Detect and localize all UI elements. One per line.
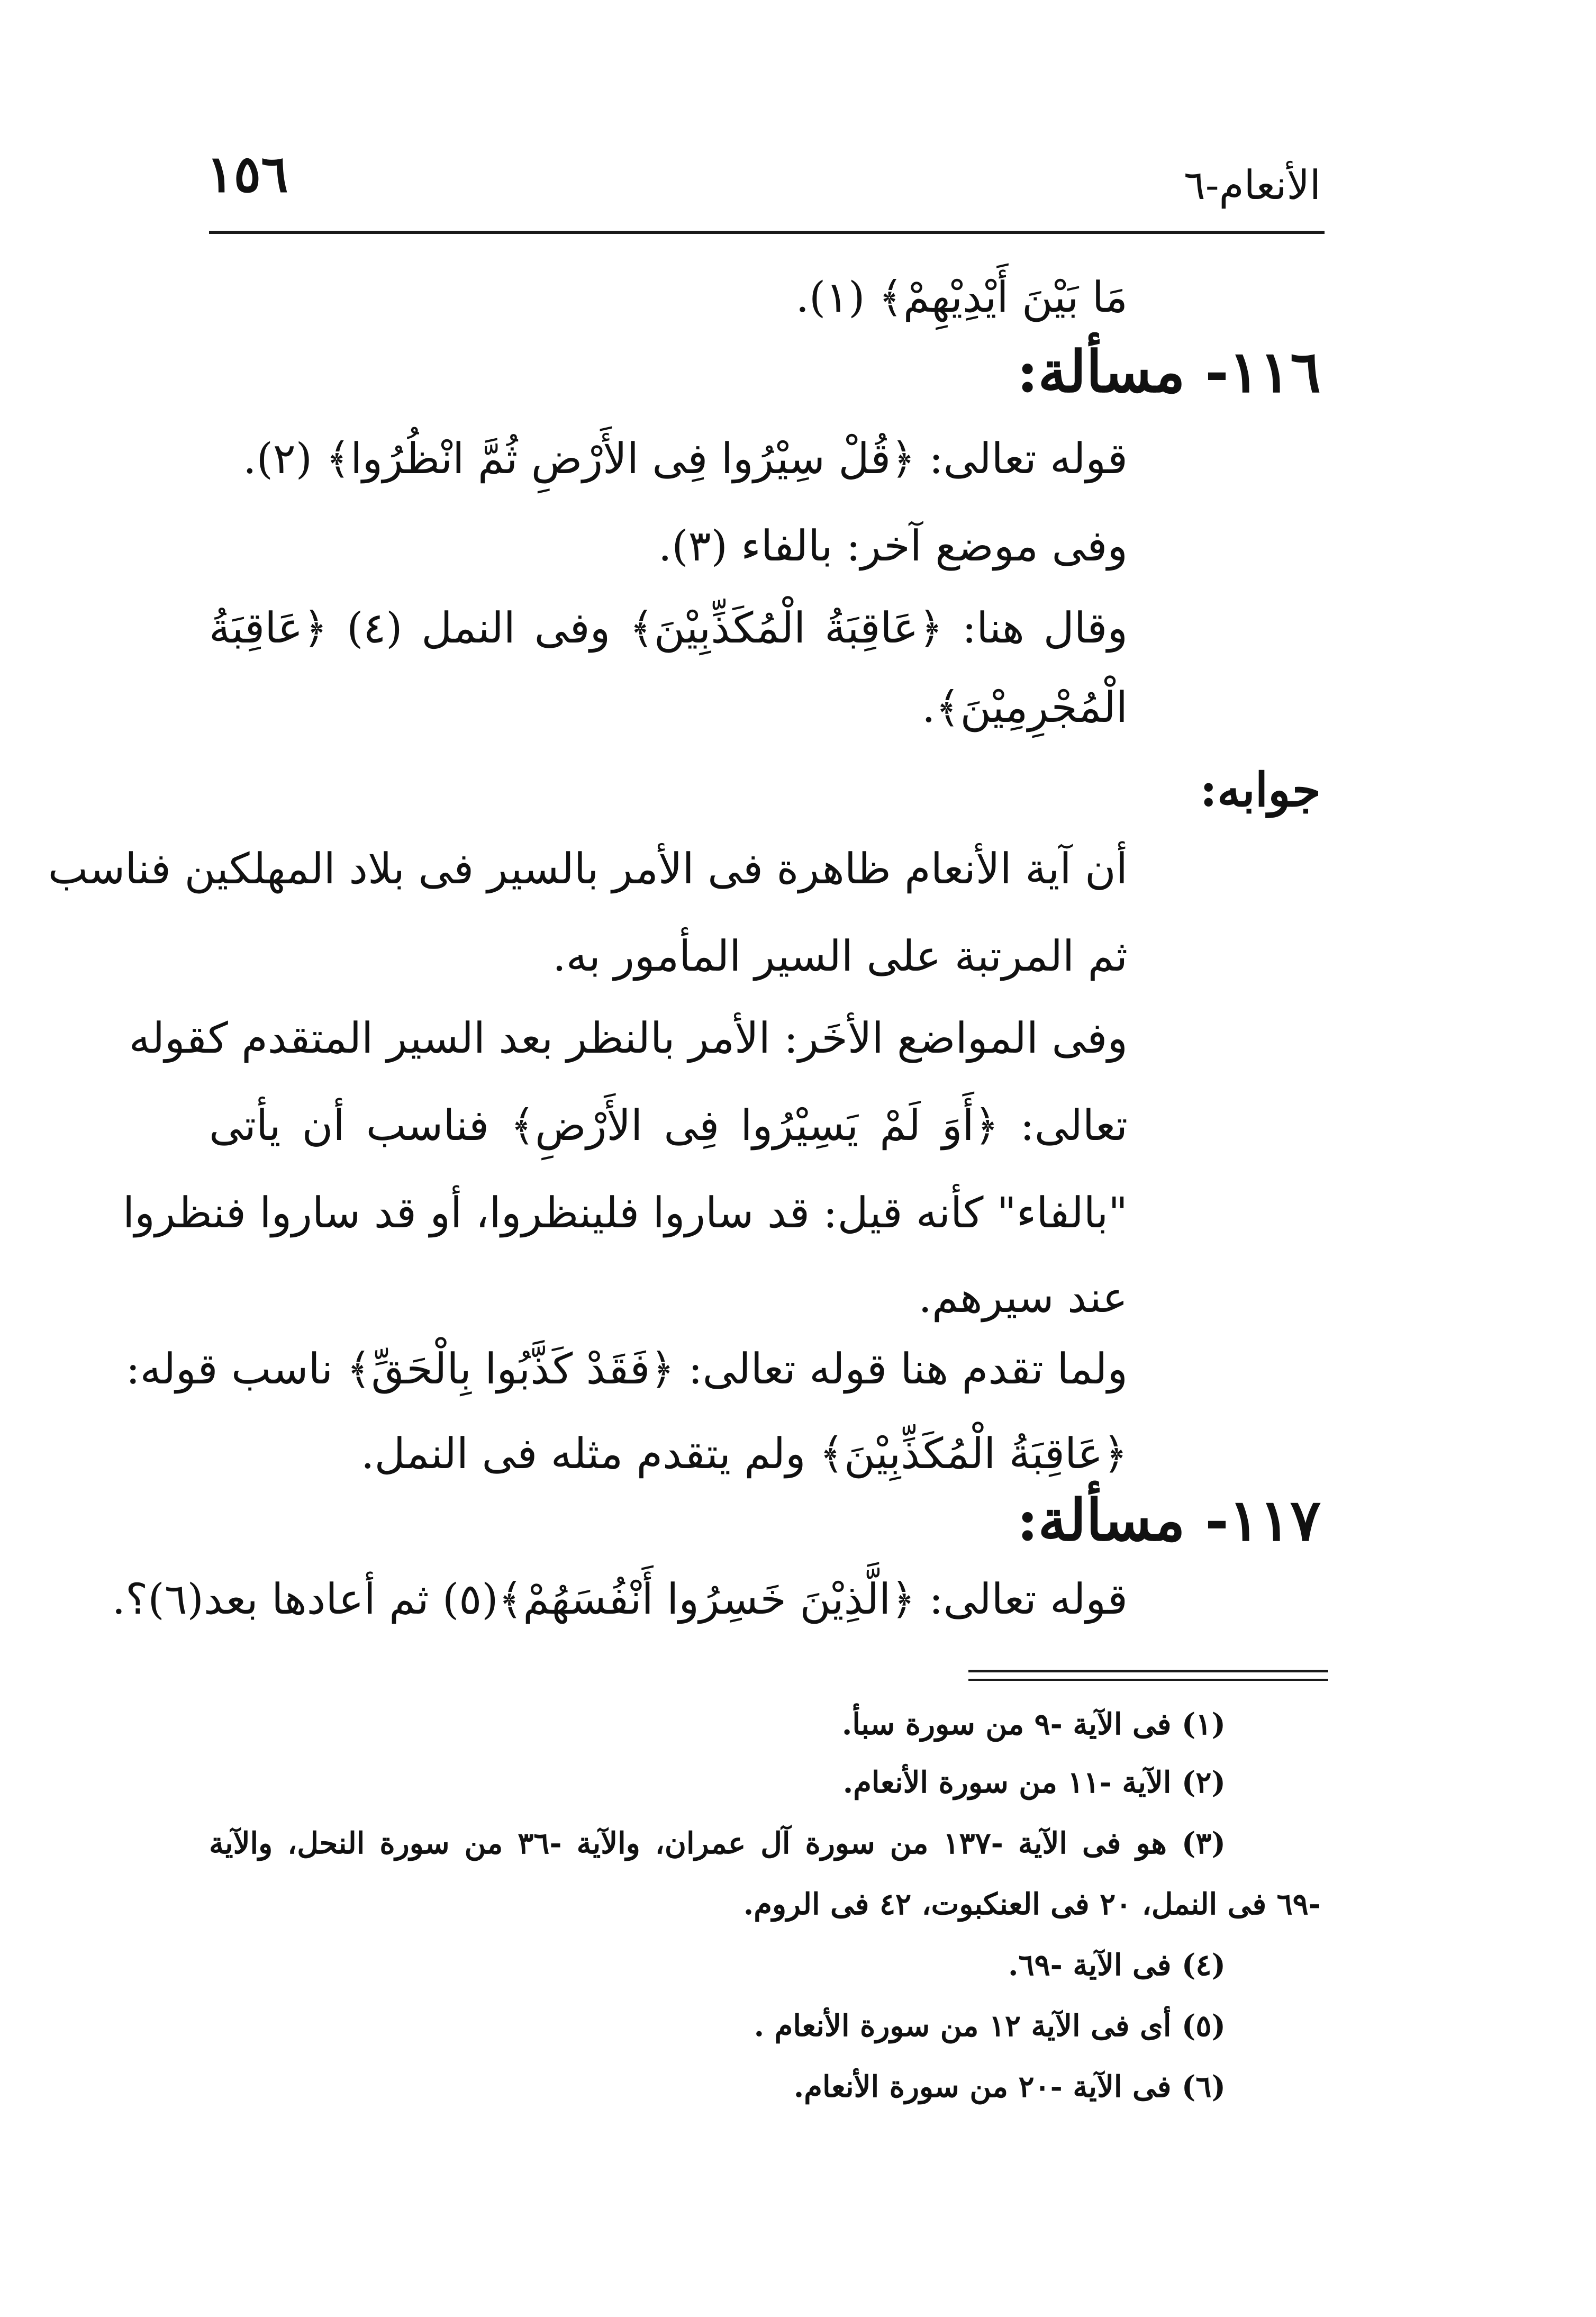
body-line: الْمُجْرِمِيْنَ﴾. [922,683,1128,732]
footnote: (٣) هو فى الآية -١٣٧ من سورة آل عمران، والآية -٣٦ من سورة النحل، والآية [209,1826,1226,1861]
footnote: (١) فى الآية -٩ من سورة سبأ. [841,1707,1226,1742]
section-heading-117: ١١٧- مسألة: [1017,1487,1321,1554]
body-line: ثم المرتبة على السير المأمور به. [552,931,1128,981]
footnote: (٢) الآية -١١ من سورة الأنعام. [842,1765,1226,1800]
footnote-rule-second [968,1679,1328,1681]
body-line: وفى موضع آخر: بالفاء (٣). [658,521,1128,571]
running-title: الأنعام-٦ [1184,161,1321,209]
body-line: أن آية الأنعام ظاهرة فى الأمر بالسير فى بلاد المهلكين فناسب [48,844,1128,893]
section-heading-116: ١١٦- مسألة: [1017,339,1321,405]
footnote: (٦) فى الآية -٢٠ من سورة الأنعام. [793,2069,1226,2104]
footnote: (٥) أى فى الآية ١٢ من سورة الأنعام . [754,2008,1226,2043]
body-line: قوله تعالى: ﴿قُلْ سِيْرُوا فِى الأَرْضِ ثُمَّ انْظُرُوا﴾ (٢). [243,434,1128,483]
body-line: قوله تعالى: ﴿الَّذِيْنَ خَسِرُوا أَنْفُسَهُمْ﴾(٥) ثم أعادها بعد(٦)؟. [112,1574,1128,1624]
body-line: عند سيرهم. [918,1273,1128,1322]
footnote: (٤) فى الآية -٦٩. [1008,1948,1226,1983]
footnote-rule [968,1670,1328,1672]
body-line: وقال هنا: ﴿عَاقِبَةُ الْمُكَذِّبِيْنَ﴾ وفى النمل (٤) ﴿عَاقِبَةُ [209,603,1128,653]
footnote-continuation: -٦٩ فى النمل، ٢٠ فى العنكبوت، ٤٢ فى الروم. [743,1887,1321,1922]
body-line: مَا بَيْنَ أَيْدِيْهِمْ﴾ (١). [795,273,1128,322]
body-line: ﴿عَاقِبَةُ الْمُكَذِّبِيْنَ﴾ ولم يتقدم مثله فى النمل. [361,1429,1128,1478]
answer-label: جوابه: [1200,762,1321,817]
body-line: ولما تقدم هنا قوله تعالى: ﴿فَقَدْ كَذَّبُوا بِالْحَقِّ﴾ ناسب قوله: [125,1344,1128,1393]
header-rule [209,231,1325,234]
page-number: ١٥٦ [206,144,288,204]
body-line: "بالفاء" كأنه قيل: قد ساروا فلينظروا، أو قد ساروا فنظروا [122,1188,1128,1237]
body-line: وفى المواضع الأخَر: الأمر بالنظر بعد السير المتقدم كقوله [129,1013,1128,1063]
body-line: تعالى: ﴿أَوَ لَمْ يَسِيْرُوا فِى الأَرْضِ﴾ فناسب أن يأتى [209,1101,1128,1150]
